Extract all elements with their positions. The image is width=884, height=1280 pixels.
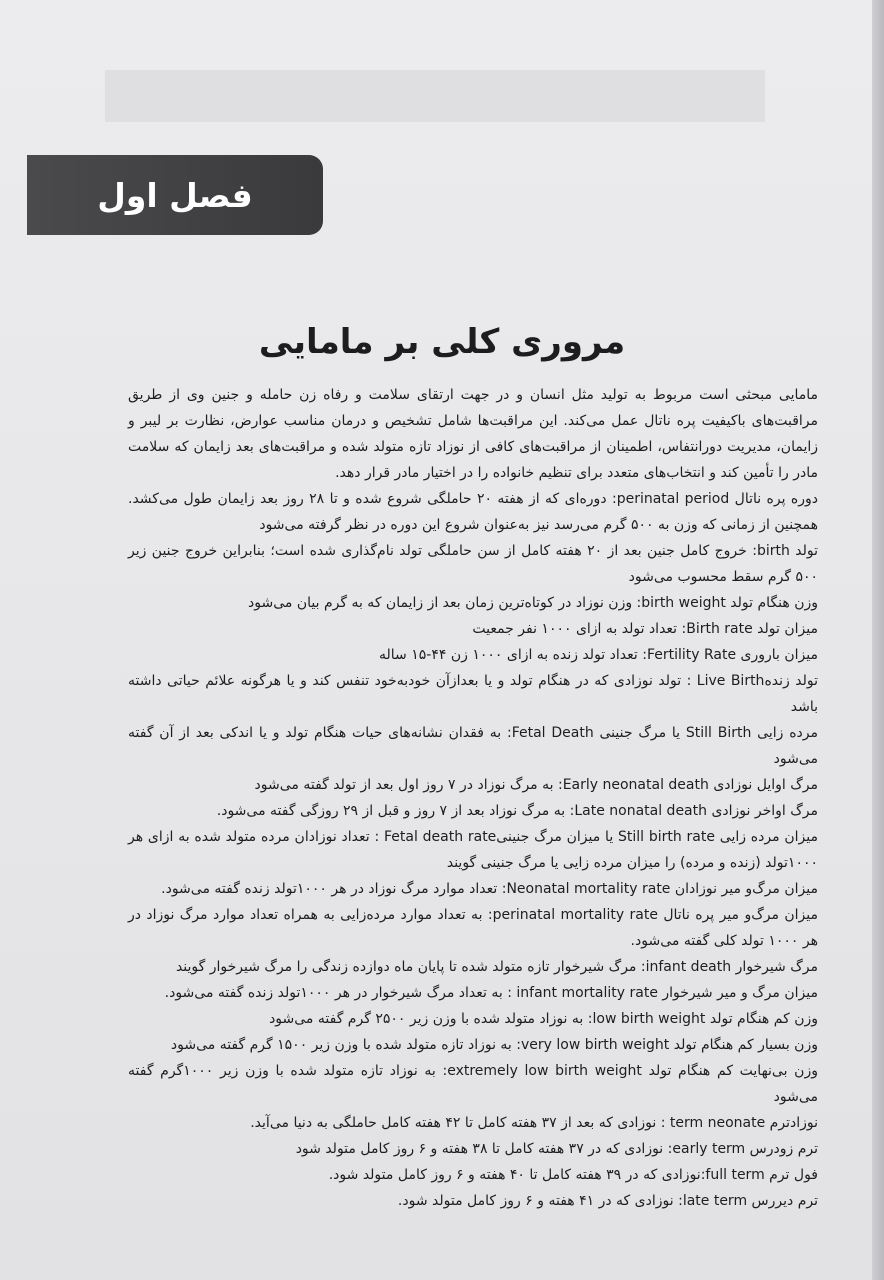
definition-birth-rate: میزان تولد Birth rate: تعداد تولد به ازای ۱۰۰۰ نفر جمعیت	[472, 621, 818, 637]
definition-fertility-rate: میزان باروری Fertility Rate: تعداد تولد زنده به ازای ۱۰۰۰ زن ۴۴-۱۵ ساله	[379, 647, 818, 663]
definition-low-birth-weight: وزن کم هنگام تولد low birth weight: به نوزاد متولد شده با وزن زیر ۲۵۰۰ گرم گفته می‌شود	[269, 1011, 818, 1027]
definition-birth: تولد birth: خروج کامل جنین بعد از ۲۰ هفته کامل از سن حاملگی تولد نام‌گذاری شده است؛ بنابراین خروج جنین زیر ۵۰۰ گرم سقط محسوب می‌شود	[128, 543, 818, 585]
definition-very-low-birth-weight: وزن بسیار کم هنگام تولد very low birth weight: به نوزاد تازه متولد شده با وزن زیر ۱۵۰۰ گرم گفته می‌شود	[170, 1037, 818, 1053]
definition-live-birth: تولد زندهLive Birth : تولد نوزادی که در هنگام تولد و یا بعدازآن خودبه‌خود تنفس کند و یا هرگونه علائم حیاتی داشته باشد	[128, 673, 818, 715]
definition-infant-mortality-rate: میزان مرگ و میر شیرخوار infant mortality rate : به تعداد مرگ شیرخوار در هر ۱۰۰۰تولد زنده گفته می‌شود.	[164, 985, 818, 1001]
definition-infant-death: مرگ شیرخوار infant death: مرگ شیرخوار تازه متولد شده تا پایان ماه دوازده زندگی را مرگ شیرخوار گویند	[175, 959, 818, 975]
chapter-title: فصل اول	[97, 175, 253, 215]
definition-perinatal-mortality-rate: میزان مرگ‌و میر پره ناتال perinatal mortality rate: به تعداد موارد مرده‌زایی به همراه تعداد موارد مرگ نوزاد در هر ۱۰۰۰ تولد کلی گفته می‌شود.	[128, 907, 818, 949]
definition-late-term: ترم دیررس late term: نوزادی که در ۴۱ هفته و ۶ روز کامل متولد شود.	[397, 1193, 818, 1209]
definition-term-neonate: نوزادترم term neonate : نوزادی که بعد از ۳۷ هفته کامل تا ۴۲ هفته کامل حاملگی به دنیا می‌آید.	[250, 1115, 818, 1131]
chapter-banner	[27, 155, 323, 235]
definition-still-birth-rate: میزان مرده زایی Still birth rate یا میزان مرگ جنینیFetal death rate : تعداد نوزادان مرده متولد شده به ازای هر ۱۰۰۰تولد (زنده و مرده) را میزان مرده زایی یا مرگ جنینی گویند	[128, 829, 818, 871]
bleed-through-shadow	[105, 70, 765, 122]
definition-perinatal-period: دوره پره ناتال perinatal period: دوره‌ای که از هفته ۲۰ حاملگی شروع شده و تا ۲۸ روز بعد زایمان طول می‌کشد. همچنین از زمانی که وزن به ۵۰۰ گرم می‌رسد نیز به‌عنوان شروع این دوره در نظر گرفته می‌شود	[128, 491, 818, 533]
definition-early-neonatal-death: مرگ اوایل نوزادی Early neonatal death: به مرگ نوزاد در ۷ روز اول بعد از تولد گفته می‌شود	[254, 777, 818, 793]
body-text	[128, 382, 818, 1214]
definition-early-term: ترم زودرس early term: نوزادی که در ۳۷ هفته کامل تا ۳۸ هفته و ۶ روز کامل متولد شود	[295, 1141, 818, 1157]
page-title: مروری کلی بر مامایی	[258, 322, 626, 362]
page-edge	[872, 0, 884, 1280]
definition-full-term: فول ترم full term:نوزادی که در ۳۹ هفته کامل تا ۴۰ هفته و ۶ روز کامل متولد شود.	[328, 1167, 818, 1183]
definition-extremely-low-birth-weight: وزن بی‌نهایت کم هنگام تولد extremely low birth weight: به نوزاد تازه متولد شده با وزن زیر ۱۰۰۰گرم گفته می‌شود	[128, 1063, 818, 1105]
definition-still-birth: مرده زایی Still Birth یا مرگ جنینی Fetal Death: به فقدان نشانه‌های حیات هنگام تولد و یا اندکی بعد از آن گفته می‌شود	[128, 725, 818, 767]
definition-birth-weight: وزن هنگام تولد birth weight: وزن نوزاد در کوتاه‌ترین زمان بعد از زایمان که به گرم بیان می‌شود	[248, 595, 818, 611]
intro-paragraph: مامایی مبحثی است مربوط به تولید مثل انسان و در جهت ارتقای سلامت و رفاه زن حامله و جنین وی از طریق مراقبت‌های باکیفیت پره ناتال عمل می‌کند. این مراقبت‌ها شامل تشخیص و درمان مناسب عوارض، نظارت بر لیبر و زایمان، مدیریت دورانتفاس، اطمینان از مراقبت‌های کافی از نوزاد تازه متولد شده و مراقبت‌های بعد زایمان که سلامت مادر را تأمین کند و انتخاب‌های متعدد برای تنظیم خانواده را در اختیار مادر قرار دهد.	[128, 387, 818, 481]
definition-neonatal-mortality-rate: میزان مرگ‌و میر نوزادان Neonatal mortality rate: تعداد موارد مرگ نوزاد در هر ۱۰۰۰تولد زنده گفته می‌شود.	[161, 881, 818, 897]
definition-late-neonatal-death: مرگ اواخر نوزادی Late nonatal death: به مرگ نوزاد بعد از ۷ روز و قبل از ۲۹ روزگی گفته می‌شود.	[216, 803, 818, 819]
